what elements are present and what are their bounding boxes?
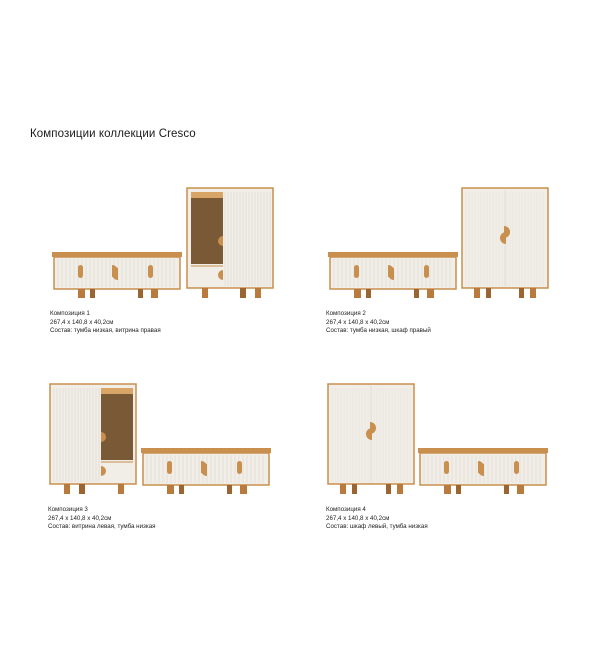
composition-dimensions: 267,4 х 140,8 х 40,2см xyxy=(326,514,390,522)
low-cabinet xyxy=(418,448,548,494)
composition-name: Композиция 2 xyxy=(326,310,366,317)
composition-dimensions: 267,4 х 140,8 х 40,2см xyxy=(48,514,112,522)
composition-3-illustration xyxy=(48,382,274,498)
composition-4-illustration xyxy=(326,382,552,498)
composition-contents: Состав: тумба низкая, шкаф правый xyxy=(326,327,431,335)
composition-dimensions: 267,4 х 140,8 х 40,2см xyxy=(326,318,390,326)
composition-name: Композиция 3 xyxy=(48,506,88,513)
showcase-cabinet xyxy=(187,188,273,298)
composition-2-illustration xyxy=(326,186,552,302)
wardrobe-cabinet xyxy=(328,384,414,494)
composition-4-caption xyxy=(326,506,428,532)
composition-contents: Состав: шкаф левый, тумба низкая xyxy=(326,523,428,531)
composition-2-caption xyxy=(326,310,431,336)
composition-1-illustration xyxy=(50,186,280,302)
composition-1-caption xyxy=(50,310,161,336)
low-cabinet xyxy=(141,448,271,494)
composition-3-caption xyxy=(48,506,156,532)
showcase-cabinet xyxy=(50,384,136,494)
composition-name: Композиция 1 xyxy=(50,310,90,317)
composition-contents: Состав: тумба низкая, витрина правая xyxy=(50,327,161,335)
wardrobe-cabinet xyxy=(462,188,548,298)
composition-contents: Состав: витрина левая, тумба низкая xyxy=(48,523,156,531)
composition-name: Композиция 4 xyxy=(326,506,366,513)
low-cabinet xyxy=(328,252,458,298)
page-title: Композиции коллекции Cresco xyxy=(30,128,196,140)
low-cabinet xyxy=(52,252,182,298)
composition-dimensions: 267,4 х 140,8 х 40,2см xyxy=(50,318,114,326)
